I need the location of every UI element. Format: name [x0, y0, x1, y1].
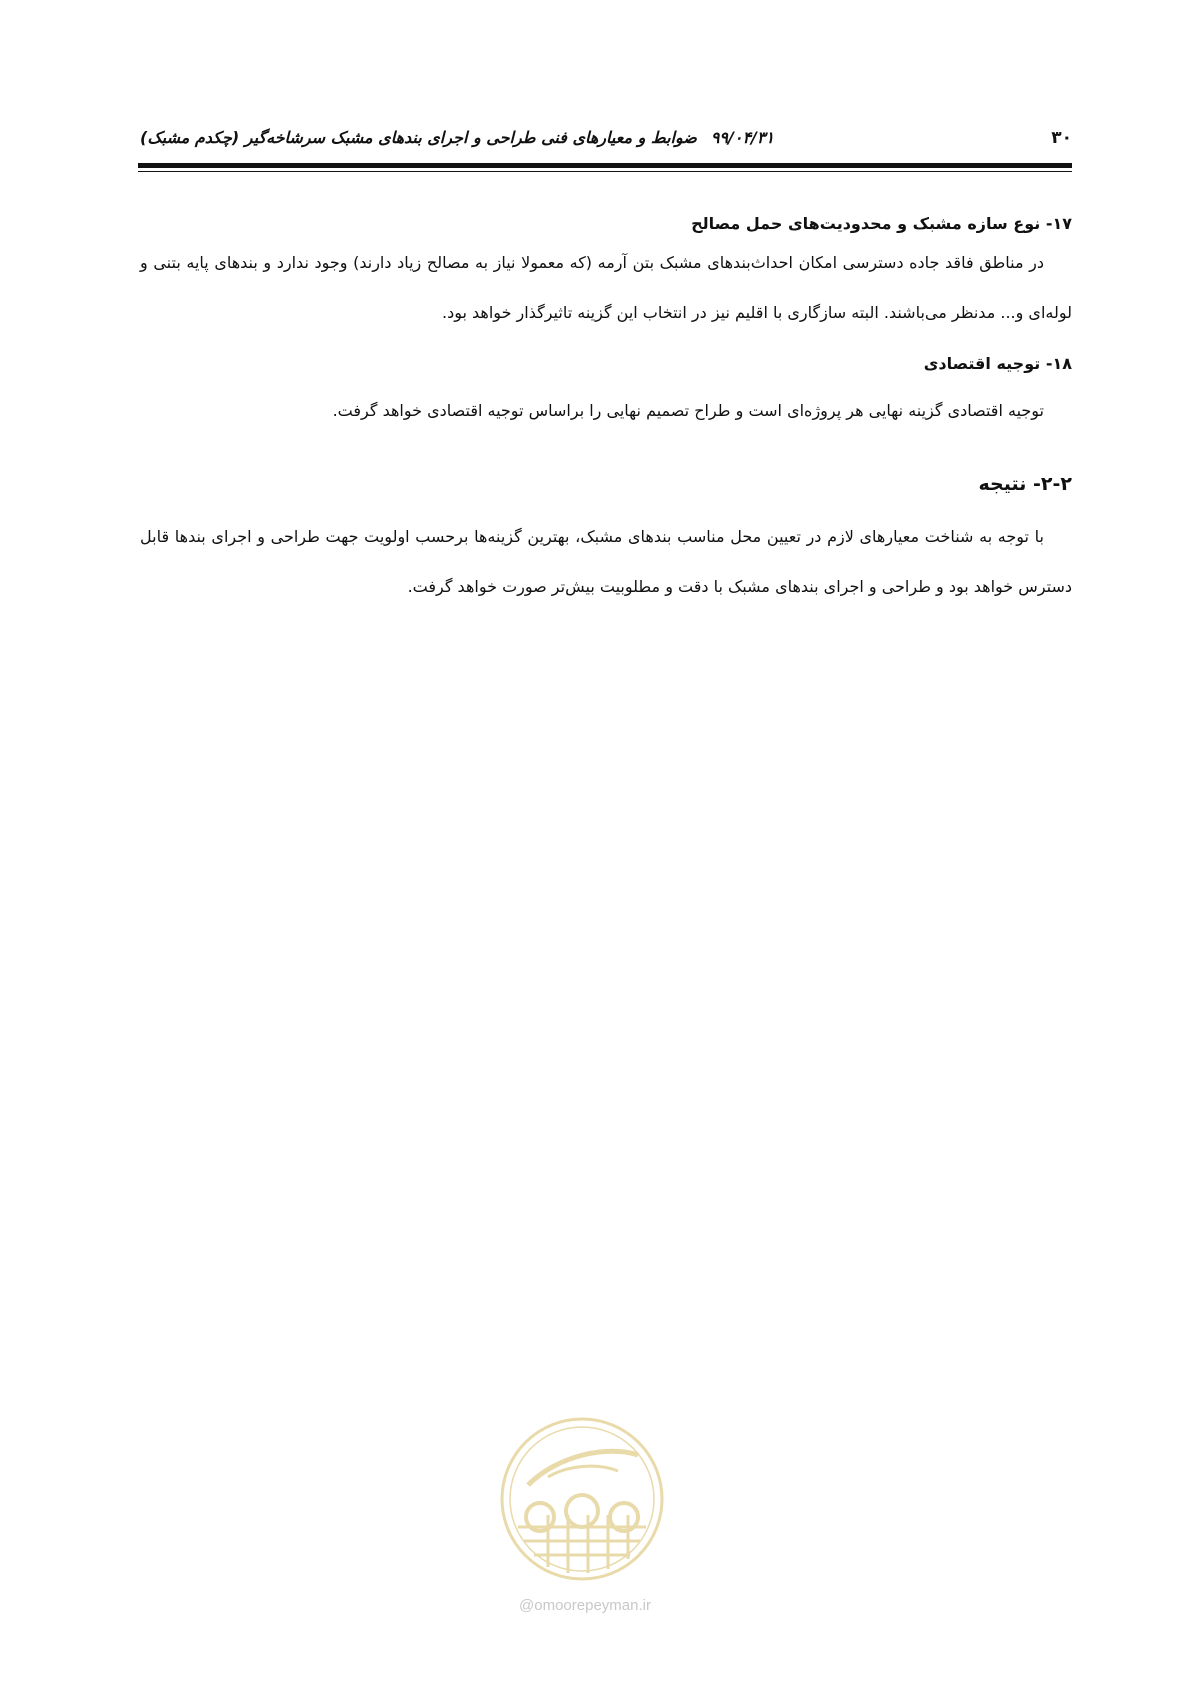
running-title [140, 128, 774, 147]
page-header [140, 128, 1072, 156]
section-paragraph-18: توجیه اقتصادی گزینه نهایی هر پروژه‌ای است و طراح تصمیم نهایی را براساس توجیه اقتصادی خواهد گرفت. [332, 401, 1044, 420]
header-date: ۹۹/۰۴/۳۱ [710, 128, 775, 147]
watermark-logo [498, 1415, 666, 1583]
section-heading-18: ۱۸- توجیه اقتصادی [923, 354, 1072, 373]
conclusion-heading: ۲-۲- نتیجه [978, 473, 1072, 495]
header-rule-thin [138, 171, 1072, 172]
page-number: ۳۰ [1051, 128, 1072, 148]
conclusion-paragraph: با توجه به شناخت معیارهای لازم در تعیین محل مناسب بندهای مشبک، بهترین گزینه‌ها برحسب اولویت جهت طراحی و اجرای بندها قابل دسترس خواهد بود و طراحی و اجرای بندهای مشبک با دقت و مطلوبیت بیش‌تر صورت خواهد گرفت. [140, 527, 1072, 596]
header-title-text: ضوابط و معیارهای فنی طراحی و اجرای بندهای مشبک سرشاخه‌گیر (چکدم مشبک) [140, 128, 697, 147]
header-rule-thick [138, 163, 1072, 168]
section-paragraph-17: در مناطق فاقد جاده دسترسی امکان احداث‌بندهای مشبک بتن آرمه (که معمولا نیاز به مصالح زیاد دارند) وجود ندارد و بندهای پایه بتنی و لوله‌ای و... مدنظر می‌باشند. البته سازگاری با اقلیم نیز در انتخاب این گزینه تاثیرگذار خواهد بود. [140, 253, 1072, 322]
watermark-site: @omoorepeyman.ir [519, 1597, 651, 1614]
main-content [140, 210, 1072, 612]
section-heading-17: ۱۷- نوع سازه مشبک و محدودیت‌های حمل مصالح [691, 214, 1072, 233]
